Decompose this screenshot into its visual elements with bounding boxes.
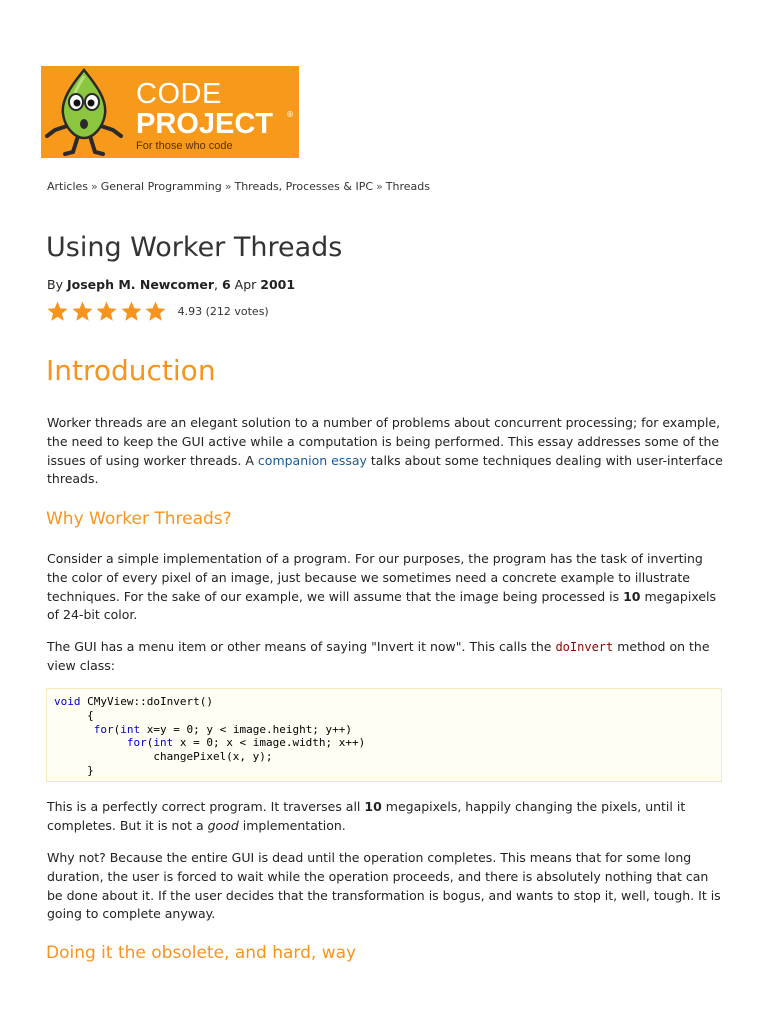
correct-text-2: megapixels, happily changing the pixels, until it completes. But it is not a <box>47 799 686 833</box>
obsolete-way-heading: Doing it the obsolete, and hard, way <box>46 943 357 963</box>
date-month: Apr <box>234 277 257 292</box>
why-text-1: Consider a simple implementation of a program. For our purposes, the program has the task of inverting the color of every pixel of an image, just because we sometimes need a concrete example to illustrate techniques. For the sake of our example, we will assume that the image being processed is <box>47 551 703 604</box>
code-line-5: changePixel(x, y); <box>54 750 273 764</box>
gui-text-1: The GUI has a menu item or other means of saying "Invert it now". This calls the <box>47 639 556 654</box>
star-icon[interactable] <box>144 300 167 323</box>
breadcrumb-articles[interactable]: Articles <box>47 180 89 193</box>
breadcrumb-separator: » <box>91 180 98 193</box>
code-line-3: x=y = 0; y < image.height; y++) <box>140 722 353 736</box>
code-block[interactable] <box>46 688 722 782</box>
code-keyword: int <box>153 736 174 750</box>
doinvert-code: doInvert <box>555 640 614 654</box>
by-label: By <box>47 277 63 292</box>
bob-mascot-icon <box>41 66 136 158</box>
page-title: Using Worker Threads <box>46 232 343 263</box>
code-indent <box>54 723 94 736</box>
code-paren: ( <box>113 722 121 736</box>
whynot-paragraph: Why not? Because the entire GUI is dead until the operation completes. This means that for some long duration, the user is forced to wait while the operation proceeds, and there is absolutely nothing that can be done about it. If the user decides that the transformation is bogus, and wants to stop it, well, tough. It is going to complete anyway. <box>47 850 721 922</box>
logo-project-text: PROJECT <box>136 108 273 140</box>
rating-score <box>178 305 269 318</box>
breadcrumb-threads-processes-ipc[interactable]: Threads, Processes & IPC <box>234 180 374 193</box>
correct-text-1: This is a perfectly correct program. It traverses all <box>47 799 365 814</box>
breadcrumb-threads[interactable]: Threads <box>385 180 430 193</box>
code-line-6: } <box>54 763 94 777</box>
breadcrumb <box>47 180 430 193</box>
code-line-4: x = 0; x < image.width; x++) <box>173 736 366 750</box>
code-keyword: int <box>120 722 141 736</box>
breadcrumb-separator: » <box>376 180 383 193</box>
date-day: 6 <box>221 277 231 292</box>
why-paragraph <box>47 550 727 625</box>
code-paren: ( <box>146 736 154 750</box>
star-icon[interactable] <box>46 300 69 323</box>
gui-text-2: method on the view class: <box>47 639 710 673</box>
code-keyword: for <box>93 722 114 736</box>
star-icon[interactable] <box>71 300 94 323</box>
code-indent <box>54 736 127 749</box>
logo-tagline: For those who code <box>136 140 233 152</box>
good-emphasis: good <box>207 817 239 833</box>
code-keyword: for <box>126 736 147 750</box>
rating-value: 4.93 <box>177 305 203 318</box>
companion-essay-link[interactable]: companion essay <box>257 452 367 468</box>
author-link[interactable]: Joseph M. Newcomer <box>66 277 215 292</box>
star-icon[interactable] <box>95 300 118 323</box>
introduction-heading: Introduction <box>46 354 216 387</box>
correct-text-3: implementation. <box>238 817 346 833</box>
date-year: 2001 <box>260 277 296 292</box>
correct-paragraph <box>47 798 727 836</box>
breadcrumb-general-programming[interactable]: General Programming <box>100 180 222 193</box>
breadcrumb-separator: » <box>224 180 232 193</box>
code-keyword: void <box>54 695 81 708</box>
date-separator: , <box>214 277 218 292</box>
rating-votes: (212 votes) <box>205 305 269 318</box>
why-text-2: megapixels of 24-bit color. <box>47 588 717 623</box>
logo-code-text: CODE <box>136 78 222 110</box>
code-line-1: CMyView::doInvert() <box>80 695 213 708</box>
intro-text-2: talks about some techniques dealing with user-interface threads. <box>47 452 723 487</box>
gui-paragraph <box>47 638 727 676</box>
rating[interactable] <box>46 300 269 324</box>
code-line-2: { <box>54 708 94 722</box>
logo-registered-mark: ® <box>286 110 294 119</box>
why-megapixels-number: 10 <box>623 588 641 604</box>
intro-paragraph <box>47 414 727 489</box>
rating-stars[interactable] <box>46 301 169 320</box>
intro-text-1: Worker threads are an elegant solution to a number of problems about concurrent processing; for example, the need to keep the GUI active while a computation is being performed. This essay addresses some of the issues of using worker threads. A <box>47 415 721 468</box>
why-worker-threads-heading: Why Worker Threads? <box>46 509 232 529</box>
byline <box>47 277 295 292</box>
codeproject-logo[interactable] <box>41 66 299 158</box>
correct-megapixels-number: 10 <box>364 799 382 814</box>
star-icon[interactable] <box>120 300 143 323</box>
